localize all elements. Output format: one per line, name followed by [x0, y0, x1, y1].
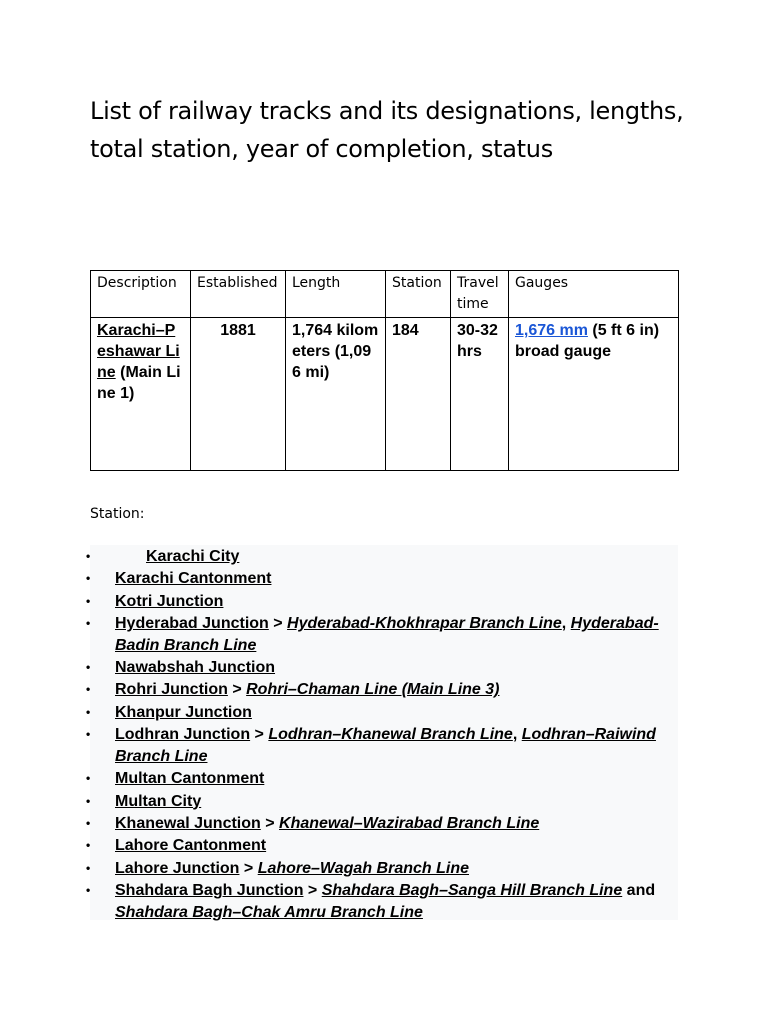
list-item — [90, 768, 678, 790]
station-link[interactable]: Rohri Junction — [115, 681, 228, 699]
station-list — [90, 545, 678, 923]
station-link[interactable]: Karachi Cantonment — [115, 570, 272, 588]
header-established: Established — [191, 271, 286, 318]
table-row — [91, 318, 679, 471]
list-item: • Lodhran Junction > Lodhran–Khanewal Branch Line, Lodhran–Raiwind Branch Line — [90, 724, 678, 767]
header-length: Length — [286, 271, 386, 318]
cell-travel-time: 30-32 hrs — [451, 318, 509, 471]
station-link[interactable]: Kotri Junction — [115, 592, 224, 610]
conjunction: and — [626, 882, 656, 900]
branch-link[interactable]: Lahore–Wagah Branch Line — [257, 859, 469, 877]
gauge-type: broad gauge — [515, 343, 612, 360]
header-gauges: Gauges — [509, 271, 679, 318]
list-item: • Hyderabad Junction > Hyderabad-Khokhrapar Branch Line, Hyderabad-Badin Branch Line — [90, 613, 678, 656]
header-station: Station — [386, 271, 451, 318]
branch-link[interactable]: Hyderabad-Khokhrapar Branch Line — [287, 614, 562, 632]
station-link[interactable]: Lahore Junction — [115, 859, 240, 877]
gauge-imperial: (5 ft 6 in) — [587, 322, 660, 339]
station-link[interactable]: Shahdara Bagh Junction — [115, 882, 304, 900]
list-item: • Shahdara Bagh Junction > Shahdara Bagh–Sanga Hill Branch Line and Shahdara Bagh–Chak Amru Branch Line — [90, 880, 678, 923]
list-item — [90, 657, 678, 679]
station-link[interactable]: Nawabshah Junction — [115, 658, 276, 676]
cell-established: 1881 — [191, 318, 286, 471]
station-link[interactable]: Lodhran Junction — [115, 726, 251, 744]
branch-link[interactable]: Shahdara Bagh–Chak Amru Branch Line — [115, 903, 423, 921]
branch-link[interactable]: Rohri–Chaman Line (Main Line 3) — [246, 681, 500, 699]
list-item: • Lahore Junction > Lahore–Wagah Branch Line — [90, 858, 678, 880]
branch-link[interactable]: Lodhran–Raiwind Branch Line — [115, 726, 656, 765]
station-link[interactable]: Multan City — [115, 792, 202, 810]
railway-table — [90, 270, 679, 471]
gauge-link[interactable]: 1,676 mm — [515, 322, 588, 339]
branch-link[interactable]: Shahdara Bagh–Sanga Hill Branch Line — [321, 882, 623, 900]
list-item — [90, 791, 678, 813]
station-list-box — [90, 545, 678, 920]
cell-gauges — [509, 318, 679, 471]
branch-link[interactable]: Hyderabad-Badin Branch Line — [115, 614, 659, 654]
header-description: Description — [91, 271, 191, 318]
station-link[interactable]: Khanpur Junction — [115, 703, 252, 721]
cell-description — [91, 318, 191, 471]
line-link[interactable]: Karachi–Peshawar Line — [97, 322, 180, 381]
station-label: Station: — [90, 506, 145, 522]
page-title: List of railway tracks and its designations, lengths, total station, year of completion, status — [90, 97, 684, 163]
branch-link[interactable]: Khanewal–Wazirabad Branch Line — [279, 814, 540, 832]
header-travel-time: Travel time — [451, 271, 509, 318]
station-link[interactable]: Hyderabad Junction — [115, 614, 269, 632]
line-designation: (Main Line 1) — [97, 364, 181, 402]
list-item — [90, 546, 678, 568]
list-item — [90, 702, 678, 724]
list-item: • Khanewal Junction > Khanewal–Wazirabad Branch Line — [90, 813, 678, 835]
station-link[interactable]: Multan Cantonment — [115, 770, 265, 788]
cell-length: 1,764 kilometers (1,096 mi) — [286, 318, 386, 471]
branch-link[interactable]: Lodhran–Khanewal Branch Line — [268, 726, 513, 744]
list-item — [90, 835, 678, 857]
list-item — [90, 568, 678, 590]
list-item: • Rohri Junction > Rohri–Chaman Line (Main Line 3) — [90, 679, 678, 701]
list-item — [90, 591, 678, 613]
cell-station: 184 — [386, 318, 451, 471]
station-link[interactable]: Lahore Cantonment — [115, 837, 267, 855]
station-link[interactable]: Khanewal Junction — [115, 814, 261, 832]
table-header-row — [91, 271, 679, 318]
station-link[interactable]: Karachi City — [146, 547, 240, 565]
